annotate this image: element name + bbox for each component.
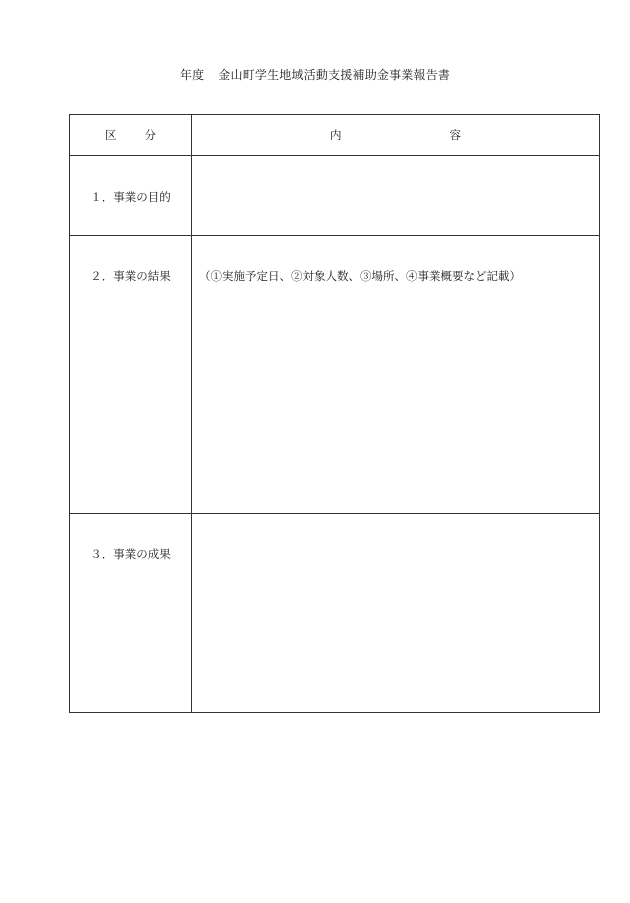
row-label-purpose: １．事業の目的 bbox=[90, 190, 171, 204]
header-content-left: 内 bbox=[330, 128, 342, 142]
report-table bbox=[69, 114, 600, 713]
header-category bbox=[70, 115, 192, 156]
row-label-outcome: ３．事業の成果 bbox=[90, 547, 171, 561]
row-label-result: ２．事業の結果 bbox=[90, 269, 171, 283]
table-header-row bbox=[70, 115, 600, 156]
outcome-content-field[interactable] bbox=[192, 514, 600, 713]
header-content bbox=[192, 115, 600, 156]
row-label-cell bbox=[70, 156, 192, 236]
row-label-cell bbox=[70, 514, 192, 713]
table-row-purpose bbox=[70, 156, 600, 236]
table-row-result bbox=[70, 236, 600, 514]
header-category-label: 区分 bbox=[105, 128, 184, 142]
row-label-cell bbox=[70, 236, 192, 514]
result-instructions: （①実施予定日、②対象人数、③場所、④事業概要など記載） bbox=[199, 269, 521, 283]
purpose-content-field[interactable] bbox=[192, 156, 600, 236]
result-content-field[interactable] bbox=[192, 236, 600, 514]
title-year: 年度 bbox=[179, 68, 205, 82]
table-row-outcome bbox=[70, 514, 600, 713]
page-title bbox=[0, 66, 630, 83]
title-main: 金山町学生地域活動支援補助金事業報告書 bbox=[218, 68, 451, 82]
header-content-right: 容 bbox=[449, 128, 461, 142]
